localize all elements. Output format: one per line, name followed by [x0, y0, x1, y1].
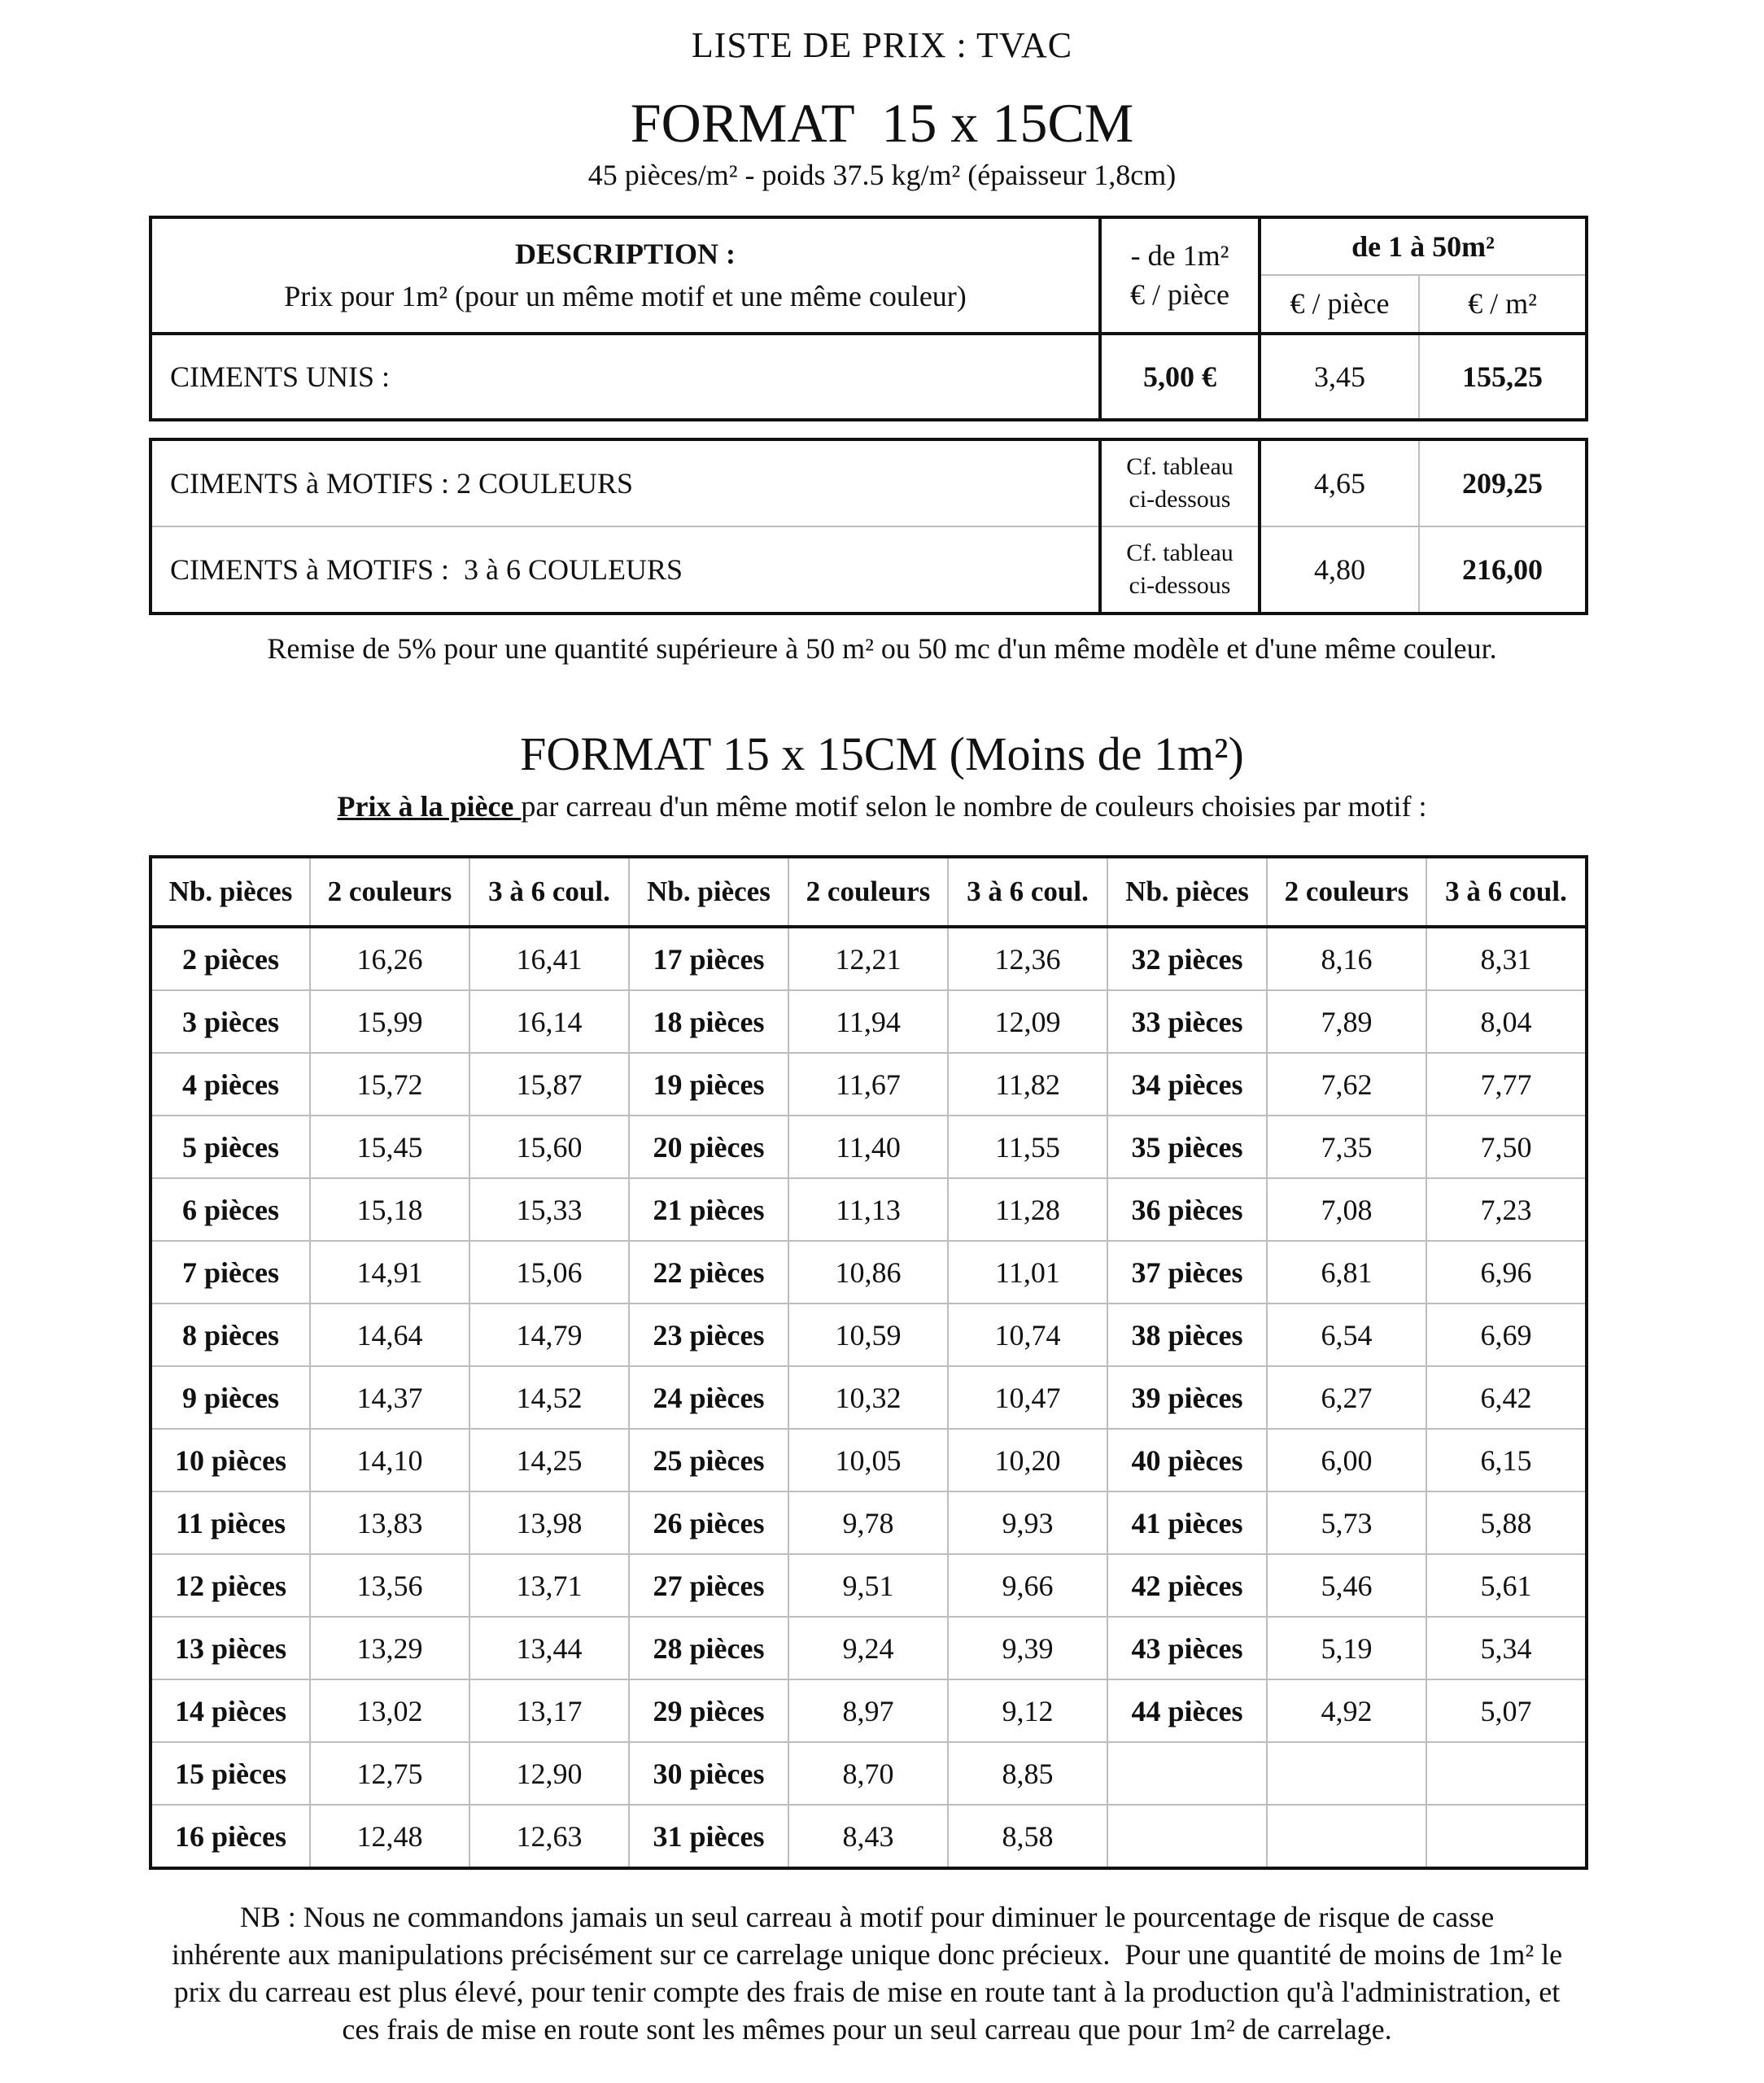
price-row-piece: 3,45: [1260, 334, 1419, 420]
column-header: 2 couleurs: [310, 857, 469, 927]
price-2-colors-cell: 12,48: [310, 1805, 469, 1868]
price-row-lt1-line1: Cf. tableau: [1126, 453, 1233, 480]
nb-note-line: NB : Nous ne commandons jamais un seul carreau à motif pour diminuer le pourcentage de risque de casse: [239, 1901, 1495, 1933]
price-3to6-colors-cell: 16,14: [469, 990, 629, 1053]
price-3to6-colors-cell: 10,20: [948, 1429, 1107, 1491]
pieces-count-cell: 20 pièces: [629, 1116, 788, 1178]
pieces-count-cell: 17 pièces: [629, 927, 788, 990]
price-2-colors-cell: 10,05: [788, 1429, 948, 1491]
pieces-count-cell: 15 pièces: [151, 1742, 310, 1805]
price-row: [151, 439, 1587, 526]
per-m2-header: € / m²: [1419, 275, 1587, 333]
price-3to6-colors-cell: 7,23: [1426, 1178, 1587, 1241]
price-3to6-colors-cell: 12,90: [469, 1742, 629, 1805]
price-row-lt1: [1100, 439, 1260, 526]
price-2-colors-cell: 14,64: [310, 1304, 469, 1366]
price-3to6-colors-cell: 8,04: [1426, 990, 1587, 1053]
price-3to6-colors-cell: 12,36: [948, 927, 1107, 990]
price-table-header: [149, 216, 1588, 421]
price-2-colors-cell: 7,89: [1267, 990, 1426, 1053]
price-3to6-colors-cell: 11,82: [948, 1053, 1107, 1116]
price-2-colors-cell: 11,40: [788, 1116, 948, 1178]
price-2-colors-cell: 15,18: [310, 1178, 469, 1241]
price-2-colors-cell: 8,16: [1267, 927, 1426, 990]
column-header: Nb. pièces: [151, 857, 310, 927]
column-header: Nb. pièces: [629, 857, 788, 927]
price-2-colors-cell: 7,62: [1267, 1053, 1426, 1116]
column-header: 3 à 6 coul.: [469, 857, 629, 927]
price-2-colors-cell: [1267, 1742, 1426, 1805]
price-2-colors-cell: 7,08: [1267, 1178, 1426, 1241]
pieces-count-cell: 25 pièces: [629, 1429, 788, 1491]
price-3to6-colors-cell: 10,47: [948, 1366, 1107, 1429]
price-3to6-colors-cell: 16,41: [469, 927, 629, 990]
pieces-count-cell: 28 pièces: [629, 1617, 788, 1679]
price-3to6-colors-cell: 5,88: [1426, 1491, 1587, 1554]
pieces-count-cell: 37 pièces: [1107, 1241, 1267, 1304]
pieces-count-cell: 33 pièces: [1107, 990, 1267, 1053]
price-3to6-colors-cell: 14,52: [469, 1366, 629, 1429]
price-3to6-colors-cell: 8,58: [948, 1805, 1107, 1868]
price-3to6-colors-cell: 15,33: [469, 1178, 629, 1241]
less-than-1m2-header: [1100, 217, 1260, 334]
pieces-count-cell: [1107, 1742, 1267, 1805]
price-2-colors-cell: 7,35: [1267, 1116, 1426, 1178]
price-2-colors-cell: 13,56: [310, 1554, 469, 1617]
document-title: LISTE DE PRIX : TVAC: [691, 25, 1073, 65]
pieces-count-cell: 27 pièces: [629, 1554, 788, 1617]
price-2-colors-cell: 6,00: [1267, 1429, 1426, 1491]
price-row-piece: 4,80: [1260, 526, 1419, 614]
pieces-count-cell: 31 pièces: [629, 1805, 788, 1868]
nb-note-line: ces frais de mise en route sont les mêmes pour un seul carreau que pour 1m² de carrelage.: [342, 2013, 1392, 2046]
price-row-lt1-line2: ci-dessous: [1129, 572, 1231, 599]
pieces-count-cell: 22 pièces: [629, 1241, 788, 1304]
price-row-label: CIMENTS à MOTIFS : 3 à 6 COULEURS: [151, 526, 1100, 614]
table-row: [151, 1617, 1587, 1679]
table-row: [151, 1116, 1587, 1178]
price-2-colors-cell: 5,73: [1267, 1491, 1426, 1554]
price-3to6-colors-cell: 14,25: [469, 1429, 629, 1491]
table-row: [151, 1742, 1587, 1805]
price-3to6-colors-cell: 15,87: [469, 1053, 629, 1116]
price-2-colors-cell: 15,99: [310, 990, 469, 1053]
section2-intro: [0, 789, 1764, 823]
per-piece-header: € / pièce: [1260, 275, 1419, 333]
column-header: 2 couleurs: [788, 857, 948, 927]
pieces-count-cell: 36 pièces: [1107, 1178, 1267, 1241]
column-header: 3 à 6 coul.: [1426, 857, 1587, 927]
section2-intro-rest: par carreau d'un même motif selon le nombre de couleurs choisies par motif :: [521, 790, 1427, 823]
price-3to6-colors-cell: 15,06: [469, 1241, 629, 1304]
price-3to6-colors-cell: 14,79: [469, 1304, 629, 1366]
pieces-count-cell: 18 pièces: [629, 990, 788, 1053]
price-3to6-colors-cell: 10,74: [948, 1304, 1107, 1366]
price-3to6-colors-cell: 5,61: [1426, 1554, 1587, 1617]
table-row: [151, 990, 1587, 1053]
pieces-count-cell: 11 pièces: [151, 1491, 310, 1554]
price-2-colors-cell: 10,86: [788, 1241, 948, 1304]
pieces-count-cell: 21 pièces: [629, 1178, 788, 1241]
pieces-price-table: [149, 855, 1588, 1870]
price-2-colors-cell: 9,24: [788, 1617, 948, 1679]
price-3to6-colors-cell: 5,07: [1426, 1679, 1587, 1742]
price-3to6-colors-cell: 13,71: [469, 1554, 629, 1617]
price-3to6-colors-cell: 9,66: [948, 1554, 1107, 1617]
pieces-count-cell: 35 pièces: [1107, 1116, 1267, 1178]
column-header: Nb. pièces: [1107, 857, 1267, 927]
table-row: [151, 1805, 1587, 1868]
price-row-label: CIMENTS UNIS :: [151, 334, 1100, 420]
description-title: DESCRIPTION :: [514, 238, 736, 271]
price-3to6-colors-cell: 13,17: [469, 1679, 629, 1742]
price-2-colors-cell: 14,37: [310, 1366, 469, 1429]
table-row: [151, 1366, 1587, 1429]
pieces-count-cell: 44 pièces: [1107, 1679, 1267, 1742]
pieces-count-cell: 13 pièces: [151, 1617, 310, 1679]
pieces-count-cell: 3 pièces: [151, 990, 310, 1053]
price-row-label: CIMENTS à MOTIFS : 2 COULEURS: [151, 439, 1100, 526]
pieces-count-cell: 42 pièces: [1107, 1554, 1267, 1617]
price-2-colors-cell: 15,45: [310, 1116, 469, 1178]
table-row: [151, 1429, 1587, 1491]
price-3to6-colors-cell: 6,15: [1426, 1429, 1587, 1491]
price-2-colors-cell: 12,75: [310, 1742, 469, 1805]
price-3to6-colors-cell: 8,85: [948, 1742, 1107, 1805]
price-3to6-colors-cell: 13,44: [469, 1617, 629, 1679]
price-3to6-colors-cell: 6,69: [1426, 1304, 1587, 1366]
pieces-count-cell: 39 pièces: [1107, 1366, 1267, 1429]
table-row: [151, 1554, 1587, 1617]
price-2-colors-cell: 13,02: [310, 1679, 469, 1742]
format-subtitle: 45 pièces/m² - poids 37.5 kg/m² (épaisseur 1,8cm): [587, 159, 1177, 191]
pieces-count-cell: 30 pièces: [629, 1742, 788, 1805]
price-2-colors-cell: 13,29: [310, 1617, 469, 1679]
price-3to6-colors-cell: 11,01: [948, 1241, 1107, 1304]
price-2-colors-cell: 9,78: [788, 1491, 948, 1554]
pieces-count-cell: 43 pièces: [1107, 1617, 1267, 1679]
price-3to6-colors-cell: 13,98: [469, 1491, 629, 1554]
section2-title: FORMAT 15 x 15CM (Moins de 1m²): [520, 727, 1244, 780]
table-row: [151, 1241, 1587, 1304]
price-3to6-colors-cell: 12,63: [469, 1805, 629, 1868]
price-2-colors-cell: 10,59: [788, 1304, 948, 1366]
pieces-count-cell: 10 pièces: [151, 1429, 310, 1491]
price-row-lt1: [1100, 526, 1260, 614]
price-2-colors-cell: 5,19: [1267, 1617, 1426, 1679]
price-2-colors-cell: 16,26: [310, 927, 469, 990]
pieces-count-cell: 41 pièces: [1107, 1491, 1267, 1554]
price-3to6-colors-cell: 6,96: [1426, 1241, 1587, 1304]
pieces-count-cell: 12 pièces: [151, 1554, 310, 1617]
price-row-lt1-line2: ci-dessous: [1129, 486, 1231, 513]
price-2-colors-cell: 11,67: [788, 1053, 948, 1116]
price-2-colors-cell: 9,51: [788, 1554, 948, 1617]
pieces-count-cell: 14 pièces: [151, 1679, 310, 1742]
pieces-count-cell: 9 pièces: [151, 1366, 310, 1429]
price-3to6-colors-cell: 9,12: [948, 1679, 1107, 1742]
nb-note: [149, 1898, 1585, 2048]
price-2-colors-cell: 8,43: [788, 1805, 948, 1868]
pieces-count-cell: 34 pièces: [1107, 1053, 1267, 1116]
pieces-table-header-row: [151, 857, 1587, 927]
price-row-m2: 155,25: [1419, 334, 1587, 420]
pieces-count-cell: 6 pièces: [151, 1178, 310, 1241]
price-3to6-colors-cell: 7,77: [1426, 1053, 1587, 1116]
price-row-piece: 4,65: [1260, 439, 1419, 526]
price-2-colors-cell: 14,10: [310, 1429, 469, 1491]
pieces-count-cell: 19 pièces: [629, 1053, 788, 1116]
price-2-colors-cell: 12,21: [788, 927, 948, 990]
pieces-count-cell: 7 pièces: [151, 1241, 310, 1304]
price-3to6-colors-cell: 9,93: [948, 1491, 1107, 1554]
pieces-count-cell: 5 pièces: [151, 1116, 310, 1178]
price-3to6-colors-cell: 9,39: [948, 1617, 1107, 1679]
price-2-colors-cell: 6,54: [1267, 1304, 1426, 1366]
price-2-colors-cell: [1267, 1805, 1426, 1868]
pieces-count-cell: 38 pièces: [1107, 1304, 1267, 1366]
price-row-m2: 216,00: [1419, 526, 1587, 614]
price-3to6-colors-cell: 15,60: [469, 1116, 629, 1178]
column-header: 2 couleurs: [1267, 857, 1426, 927]
less-than-1m2-unit: € / pièce: [1130, 278, 1229, 312]
range-header: de 1 à 50m²: [1260, 217, 1587, 275]
description-subtitle: Prix pour 1m² (pour un même motif et une même couleur): [284, 280, 967, 313]
price-table-motifs: [149, 438, 1588, 615]
price-3to6-colors-cell: 11,28: [948, 1178, 1107, 1241]
price-3to6-colors-cell: [1426, 1805, 1587, 1868]
table-row: [151, 1053, 1587, 1116]
nb-note-line: prix du carreau est plus élevé, pour tenir compte des frais de mise en route tant à la production qu'à l'administration, et: [173, 1976, 1561, 2008]
price-row-lt1: 5,00 €: [1100, 334, 1260, 420]
pieces-count-cell: 29 pièces: [629, 1679, 788, 1742]
format-title: FORMAT 15 x 15CM: [630, 92, 1134, 154]
price-row-m2: 209,25: [1419, 439, 1587, 526]
price-2-colors-cell: 11,13: [788, 1178, 948, 1241]
price-3to6-colors-cell: 7,50: [1426, 1116, 1587, 1178]
pieces-count-cell: 23 pièces: [629, 1304, 788, 1366]
pieces-count-cell: 40 pièces: [1107, 1429, 1267, 1491]
price-row-lt1-line1: Cf. tableau: [1126, 539, 1233, 566]
less-than-1m2-label: - de 1m²: [1130, 239, 1229, 273]
column-header: 3 à 6 coul.: [948, 857, 1107, 927]
table-row: [151, 1491, 1587, 1554]
pieces-count-cell: 8 pièces: [151, 1304, 310, 1366]
table-row: [151, 1679, 1587, 1742]
pieces-count-cell: 2 pièces: [151, 927, 310, 990]
pieces-count-cell: [1107, 1805, 1267, 1868]
description-header-cell: [151, 217, 1100, 334]
pieces-count-cell: 16 pièces: [151, 1805, 310, 1868]
price-2-colors-cell: 8,70: [788, 1742, 948, 1805]
price-3to6-colors-cell: 8,31: [1426, 927, 1587, 990]
price-row: [151, 526, 1587, 614]
pieces-count-cell: 32 pièces: [1107, 927, 1267, 990]
price-2-colors-cell: 6,81: [1267, 1241, 1426, 1304]
price-2-colors-cell: 8,97: [788, 1679, 948, 1742]
price-3to6-colors-cell: 11,55: [948, 1116, 1107, 1178]
price-2-colors-cell: 11,94: [788, 990, 948, 1053]
price-3to6-colors-cell: 5,34: [1426, 1617, 1587, 1679]
price-2-colors-cell: 14,91: [310, 1241, 469, 1304]
price-2-colors-cell: 5,46: [1267, 1554, 1426, 1617]
price-2-colors-cell: 15,72: [310, 1053, 469, 1116]
discount-note: Remise de 5% pour une quantité supérieure à 50 m² ou 50 mc d'un même modèle et d'une même couleur.: [267, 632, 1497, 665]
pieces-count-cell: 24 pièces: [629, 1366, 788, 1429]
price-row: [151, 334, 1587, 420]
price-2-colors-cell: 13,83: [310, 1491, 469, 1554]
table-row: [151, 1304, 1587, 1366]
price-3to6-colors-cell: 12,09: [948, 990, 1107, 1053]
nb-note-line: inhérente aux manipulations précisément sur ce carrelage unique donc précieux. Pour une quantité de moins de 1m² le: [171, 1938, 1563, 1971]
price-2-colors-cell: 6,27: [1267, 1366, 1426, 1429]
section2-intro-bold: Prix à la pièce: [337, 790, 522, 823]
pieces-count-cell: 26 pièces: [629, 1491, 788, 1554]
pieces-count-cell: 4 pièces: [151, 1053, 310, 1116]
price-2-colors-cell: 4,92: [1267, 1679, 1426, 1742]
price-3to6-colors-cell: [1426, 1742, 1587, 1805]
price-2-colors-cell: 10,32: [788, 1366, 948, 1429]
price-3to6-colors-cell: 6,42: [1426, 1366, 1587, 1429]
table-row: [151, 1178, 1587, 1241]
table-row: [151, 927, 1587, 990]
